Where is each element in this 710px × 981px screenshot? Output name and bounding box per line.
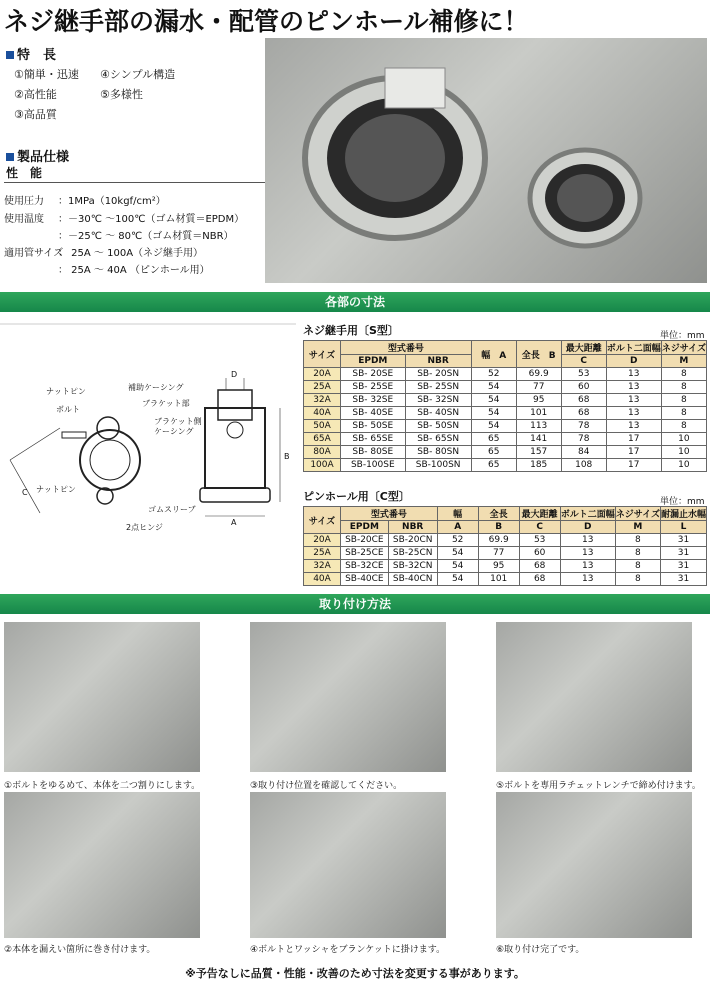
table-cell: SB-25CE <box>341 547 389 560</box>
size-cell: 20A <box>304 368 341 381</box>
table-cell: 78 <box>561 433 606 446</box>
table-cell: 68 <box>519 560 560 573</box>
header-cell: B <box>478 521 519 534</box>
step-caption: ④ボルトとワッシャをブランケットに掛けます。 <box>250 945 446 955</box>
table-cell: SB- 20SE <box>341 368 406 381</box>
step-caption: ①ボルトをゆるめて、本体を二つ割りにします。 <box>4 781 201 791</box>
header-cell: D <box>560 521 615 534</box>
table-cell: 17 <box>606 433 661 446</box>
table-cell: 84 <box>561 446 606 459</box>
table-cell: 77 <box>516 381 561 394</box>
table-cell: SB-100SE <box>341 459 406 472</box>
size-cell: 40A <box>304 573 341 586</box>
table-body <box>304 534 707 586</box>
table-cell: 8 <box>661 368 706 381</box>
table-cell: 8 <box>661 420 706 433</box>
table-cell: 10 <box>661 446 706 459</box>
table-cell: 113 <box>516 420 561 433</box>
table-cell: 141 <box>516 433 561 446</box>
table-cell: 13 <box>606 394 661 407</box>
table-row <box>304 547 707 560</box>
header-cell: 型式番号 <box>341 507 438 521</box>
table-cell: 157 <box>516 446 561 459</box>
table-cell: 31 <box>660 547 706 560</box>
table-cell: SB-40CN <box>388 573 437 586</box>
table-cell: SB-25CN <box>388 547 437 560</box>
spec-value: ： 25A ～ 40A （ピンホール用） <box>58 265 210 276</box>
size-cell: 80A <box>304 446 341 459</box>
table-cell: SB- 25SN <box>405 381 471 394</box>
table-cell: 10 <box>661 459 706 472</box>
header-cell: C <box>519 521 560 534</box>
table-cell: 13 <box>560 534 615 547</box>
feature-item: ①簡単・迅速 <box>14 68 79 81</box>
table-cell: SB- 40SN <box>405 407 471 420</box>
spec-table-s <box>303 340 707 472</box>
table-cell: 53 <box>561 368 606 381</box>
step-caption: ②本体を漏えい箇所に巻き付けます。 <box>4 945 156 955</box>
features-heading: 特 長 <box>6 44 56 63</box>
table-cell: 54 <box>437 547 478 560</box>
table-cell: 54 <box>471 394 516 407</box>
dimension-b: B <box>284 452 290 461</box>
table-cell: SB-20CN <box>388 534 437 547</box>
table-s-title: ネジ継手用〔S型〕 <box>303 324 399 337</box>
table-cell: SB- 20SN <box>405 368 471 381</box>
table-cell: 54 <box>471 381 516 394</box>
label-aux-casing: 補助ケーシング <box>128 383 184 392</box>
table-cell: 13 <box>560 560 615 573</box>
header-cell: EPDM <box>341 521 389 534</box>
table-cell: SB- 80SE <box>341 446 406 459</box>
header-cell: サイズ <box>304 341 341 368</box>
table-cell: SB-32CE <box>341 560 389 573</box>
step-photo-3 <box>250 622 446 772</box>
table-cell: SB-100SN <box>405 459 471 472</box>
table-cell: 65 <box>471 459 516 472</box>
table-cell: SB- 65SE <box>341 433 406 446</box>
table-cell: 10 <box>661 433 706 446</box>
header-cell: M <box>661 355 706 368</box>
header-cell: サイズ <box>304 507 341 534</box>
size-cell: 100A <box>304 459 341 472</box>
spec-table-c <box>303 506 707 586</box>
spec-value: ：－25℃ ～ 80℃（ゴム材質＝NBR） <box>58 231 234 242</box>
header-cell: ボルト二面幅 <box>606 341 661 355</box>
size-cell: 65A <box>304 433 341 446</box>
table-cell: 60 <box>561 381 606 394</box>
table-cell: SB-40CE <box>341 573 389 586</box>
table-cell: 8 <box>661 381 706 394</box>
feature-item: ⑤多様性 <box>100 88 143 101</box>
table-s-unit: 単位：mm <box>660 331 705 341</box>
table-cell: 13 <box>606 368 661 381</box>
size-cell: 20A <box>304 534 341 547</box>
label-bracket-side: ブラケット側 <box>154 417 202 426</box>
table-cell: 101 <box>516 407 561 420</box>
table-cell: 108 <box>561 459 606 472</box>
table-cell: 52 <box>437 534 478 547</box>
dimension-a: A <box>231 518 237 527</box>
table-cell: SB- 50SN <box>405 420 471 433</box>
table-cell: 13 <box>606 381 661 394</box>
table-row <box>304 534 707 547</box>
table-cell: 13 <box>606 407 661 420</box>
section-bar-installation: 取り付け方法 <box>0 594 710 614</box>
table-cell: 8 <box>615 534 660 547</box>
table-cell: 8 <box>615 573 660 586</box>
table-cell: 101 <box>478 573 519 586</box>
header-cell: 全長 B <box>516 341 561 368</box>
header-cell: 最大距離 <box>561 341 606 355</box>
table-cell: 13 <box>560 547 615 560</box>
table-row <box>304 420 707 433</box>
table-cell: 78 <box>561 420 606 433</box>
table-cell: 13 <box>606 420 661 433</box>
step-caption: ⑥取り付け完了です。 <box>496 945 585 955</box>
table-cell: SB- 25SE <box>341 381 406 394</box>
table-cell: 95 <box>516 394 561 407</box>
clamp-illustration <box>265 38 707 283</box>
header-cell: 耐漏止水幅 <box>660 507 706 521</box>
table-cell: 68 <box>519 573 560 586</box>
square-bullet-icon <box>6 51 14 59</box>
header-cell: 幅 A <box>471 341 516 368</box>
table-row <box>304 459 707 472</box>
step-photo-5 <box>496 622 692 772</box>
table-row <box>304 560 707 573</box>
table-body <box>304 368 707 472</box>
size-cell: 50A <box>304 420 341 433</box>
spec-label: 使用温度 <box>4 214 44 225</box>
table-cell: SB- 40SE <box>341 407 406 420</box>
table-row <box>304 381 707 394</box>
table-cell: 13 <box>560 573 615 586</box>
section-bar-dimensions: 各部の寸法 <box>0 292 710 312</box>
table-cell: 31 <box>660 534 706 547</box>
table-cell: 65 <box>471 446 516 459</box>
table-cell: 17 <box>606 459 661 472</box>
label-bracket: ブラケット部 <box>142 399 190 408</box>
step-photo-6 <box>496 792 692 938</box>
label-bolt: ボルト <box>56 405 80 414</box>
table-cell: 69.9 <box>478 534 519 547</box>
step-caption: ⑤ボルトを専用ラチェットレンチで締め付けます。 <box>496 781 701 791</box>
header-cell: NBR <box>405 355 471 368</box>
table-cell: 31 <box>660 560 706 573</box>
table-cell: 8 <box>661 394 706 407</box>
table-cell: 53 <box>519 534 560 547</box>
table-c-title: ピンホール用〔C型〕 <box>303 490 410 503</box>
header-cell: 型式番号 <box>341 341 472 355</box>
table-row <box>304 573 707 586</box>
table-cell: SB- 80SN <box>405 446 471 459</box>
size-cell: 40A <box>304 407 341 420</box>
header-cell: 幅 <box>437 507 478 521</box>
table-cell: 54 <box>471 407 516 420</box>
header-cell: 全長 <box>478 507 519 521</box>
table-header-row <box>304 507 707 521</box>
table-cell: 8 <box>615 547 660 560</box>
table-cell: 52 <box>471 368 516 381</box>
table-cell: 68 <box>561 407 606 420</box>
table-cell: SB- 32SN <box>405 394 471 407</box>
table-cell: 54 <box>471 420 516 433</box>
dimension-diagram <box>0 318 300 588</box>
label-hinge: 2点ヒンジ <box>126 523 163 532</box>
product-spec-heading: 製品仕様 <box>6 146 69 165</box>
table-cell: 8 <box>615 560 660 573</box>
square-bullet-icon <box>6 153 14 161</box>
label-rubber-sleeve: ゴムスリーブ <box>148 505 196 514</box>
feature-item: ②高性能 <box>14 88 57 101</box>
size-cell: 25A <box>304 381 341 394</box>
table-row <box>304 407 707 420</box>
header-cell: EPDM <box>341 355 406 368</box>
size-cell: 25A <box>304 547 341 560</box>
table-cell: 68 <box>561 394 606 407</box>
page-title: ネジ継手部の漏水・配管のピンホール補修に！ <box>4 7 529 36</box>
table-c-unit: 単位：mm <box>660 497 705 507</box>
header-cell: C <box>561 355 606 368</box>
table-cell: SB-32CN <box>388 560 437 573</box>
table-cell: SB- 65SN <box>405 433 471 446</box>
header-cell: L <box>660 521 706 534</box>
performance-heading: 性 能 <box>6 166 43 180</box>
feature-item: ③高品質 <box>14 108 57 121</box>
table-cell: 17 <box>606 446 661 459</box>
step-caption: ③取り付け位置を確認してください。 <box>250 781 403 791</box>
step-photo-1 <box>4 622 200 772</box>
table-row <box>304 368 707 381</box>
label-casing: ケーシング <box>154 427 194 436</box>
header-cell: 最大距離 <box>519 507 560 521</box>
table-cell: 54 <box>437 560 478 573</box>
label-nut-pin-bottom: ナットピン <box>36 485 76 494</box>
size-cell: 32A <box>304 394 341 407</box>
header-cell: ネジサイズ <box>661 341 706 355</box>
spec-label: 使用圧力 <box>4 196 44 207</box>
table-header-row <box>304 341 707 355</box>
clamp-diagram <box>0 318 300 588</box>
table-cell: 60 <box>519 547 560 560</box>
dimension-c: C <box>22 488 28 497</box>
table-header-row <box>304 521 707 534</box>
table-cell: 8 <box>661 407 706 420</box>
table-cell: SB- 50SE <box>341 420 406 433</box>
table-cell: 95 <box>478 560 519 573</box>
table-cell: SB- 32SE <box>341 394 406 407</box>
table-cell: 77 <box>478 547 519 560</box>
table-cell: 69.9 <box>516 368 561 381</box>
spec-value: ：－30℃ ～100℃（ゴム材質＝EPDM） <box>58 214 245 225</box>
header-cell: NBR <box>388 521 437 534</box>
spec-label: 適用管サイズ <box>4 248 64 259</box>
dimension-d: D <box>231 370 238 379</box>
header-cell: A <box>437 521 478 534</box>
table-cell: 54 <box>437 573 478 586</box>
step-photo-4 <box>250 792 446 938</box>
table-cell: 31 <box>660 573 706 586</box>
table-cell: SB-20CE <box>341 534 389 547</box>
header-cell: D <box>606 355 661 368</box>
header-cell: M <box>615 521 660 534</box>
table-cell: 185 <box>516 459 561 472</box>
product-photo <box>265 38 707 283</box>
spec-value: ： 25A ～ 100A（ネジ継手用） <box>58 248 204 259</box>
step-photo-2 <box>4 792 200 938</box>
table-row <box>304 394 707 407</box>
table-row <box>304 433 707 446</box>
label-nut-pin: ナットピン <box>46 387 86 396</box>
size-cell: 32A <box>304 560 341 573</box>
feature-item: ④シンプル構造 <box>100 68 176 81</box>
footer-note: ※予告なしに品質・性能・改善のため寸法を変更する事があります。 <box>185 967 525 980</box>
header-cell: ネジサイズ <box>615 507 660 521</box>
spec-value: ：1MPa（10kgf/cm²） <box>58 196 166 207</box>
table-row <box>304 446 707 459</box>
table-cell: 65 <box>471 433 516 446</box>
header-cell: ボルト二面幅 <box>560 507 615 521</box>
